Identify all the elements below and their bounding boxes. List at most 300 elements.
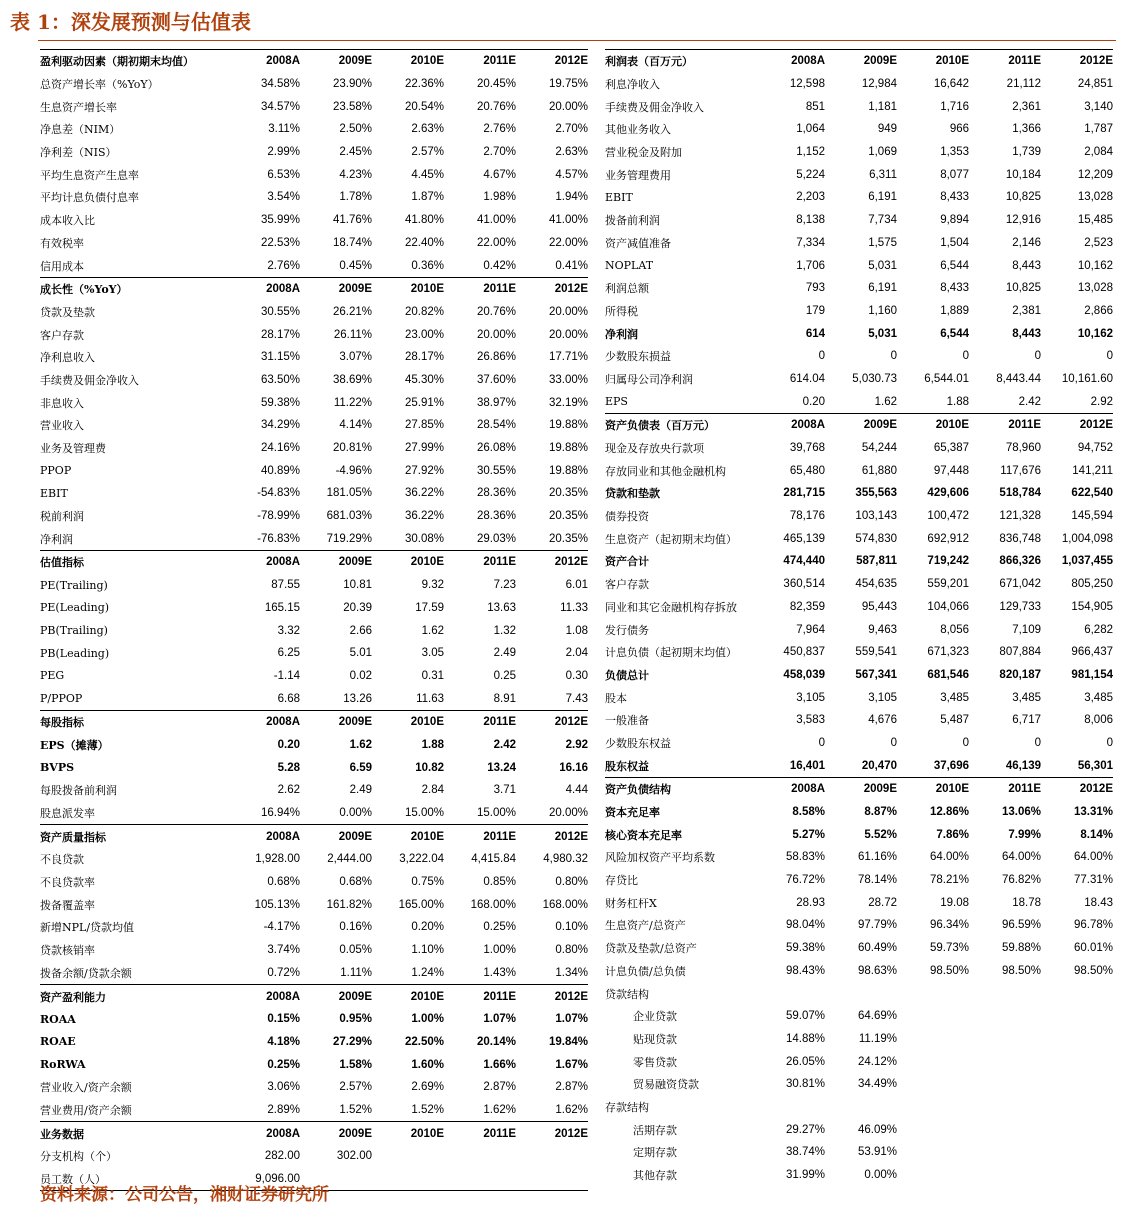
row-value: 1.67% (555, 1058, 588, 1071)
table-row (605, 641, 1113, 664)
row-label: 业务及管理费 (40, 442, 106, 456)
row-value: 2.57% (411, 146, 444, 159)
row-value: 1,353 (940, 146, 969, 159)
row-value: 7.86% (936, 828, 969, 841)
row-value: 966 (949, 123, 969, 136)
row-value: 20.14% (476, 1035, 516, 1048)
table-row (605, 1096, 1113, 1119)
year-header: 2011E (1008, 783, 1041, 796)
table-row (605, 1028, 1113, 1051)
row-label: BVPS (40, 761, 75, 775)
row-value: 1,575 (868, 236, 897, 249)
table-row (605, 209, 1113, 232)
row-value: 4.14% (339, 419, 372, 432)
table-row (605, 277, 1113, 300)
row-value: 1,928.00 (255, 853, 300, 866)
row-value: 2.89% (267, 1103, 300, 1116)
year-header: 2011E (483, 1127, 516, 1140)
row-value: 1.00% (411, 1013, 444, 1026)
row-value: 3,105 (868, 691, 897, 704)
row-label: 营业收入 (40, 419, 84, 433)
section-title: 资产负债表（百万元） (605, 419, 715, 433)
table-row (605, 754, 1113, 777)
row-value: 0.25% (267, 1058, 300, 1071)
row-value: 1,504 (940, 236, 969, 249)
row-value: 454,635 (855, 578, 897, 591)
row-label: 税前利润 (40, 510, 84, 524)
row-value: 161.82% (326, 898, 372, 911)
row-value: 1.60% (411, 1058, 444, 1071)
row-label: 贷款和垫款 (605, 487, 660, 501)
row-value: 2,444.00 (327, 853, 372, 866)
row-value: 3.07% (339, 351, 372, 364)
table-row (40, 414, 588, 437)
row-value: 692,912 (927, 532, 969, 545)
row-value: 59.07% (785, 1010, 825, 1023)
row-value: 281,715 (783, 487, 825, 500)
row-value: 12,598 (789, 78, 825, 91)
row-value: 0 (818, 350, 825, 363)
row-value: 24.16% (260, 442, 300, 455)
row-value: 22.00% (548, 236, 588, 249)
year-header: 2008A (266, 716, 300, 729)
row-value: 3.32 (277, 624, 300, 637)
row-value: 5.28 (277, 761, 300, 774)
row-value: 4,415.84 (471, 853, 516, 866)
left-section (40, 49, 588, 277)
year-header: 2009E (338, 283, 372, 296)
row-value: 11.63 (416, 692, 444, 705)
row-value: 0.20 (277, 738, 300, 751)
table-row (605, 300, 1113, 323)
row-value: 25.91% (404, 396, 444, 409)
row-label: 总资产增长率（%YoY） (40, 78, 159, 92)
row-value: -78.99% (257, 510, 300, 523)
table-row (605, 846, 1113, 869)
row-value: 38.74% (785, 1146, 825, 1159)
row-value: 24,851 (1077, 78, 1113, 91)
row-value: -76.83% (257, 532, 300, 545)
row-value: 10,162 (1077, 259, 1113, 272)
row-label: 拨备覆盖率 (40, 898, 95, 912)
year-header: 2011E (483, 55, 516, 68)
row-value: 98.43% (785, 964, 825, 977)
year-header: 2010E (410, 716, 444, 729)
row-value: 5.52% (864, 828, 897, 841)
row-value: 5,030.73 (852, 372, 897, 385)
row-label: 不良贷款 (40, 853, 84, 867)
row-value: 179 (805, 304, 825, 317)
row-value: 26.05% (785, 1055, 825, 1068)
row-value: 2.42 (1018, 395, 1041, 408)
row-label: PE(Trailing) (40, 578, 108, 592)
row-value: 27.92% (404, 464, 444, 477)
row-value: 27.99% (404, 442, 444, 455)
year-header: 2008A (266, 556, 300, 569)
row-value: 2.92 (1090, 395, 1113, 408)
row-label: 贴现贷款 (633, 1032, 677, 1046)
row-value: 100,472 (927, 510, 969, 523)
row-value: 16,401 (789, 759, 825, 772)
year-header: 2008A (266, 830, 300, 843)
table-row (40, 527, 588, 550)
row-value: 78.21% (929, 874, 969, 887)
row-label: 股本 (605, 691, 627, 705)
table-row (605, 1118, 1113, 1141)
row-value: 96.59% (1001, 919, 1041, 932)
row-value: 7.23 (493, 579, 516, 592)
table-row (40, 346, 588, 369)
row-value: 1,739 (1012, 146, 1041, 159)
row-value: 13,028 (1077, 191, 1113, 204)
row-value: 8,443 (1012, 327, 1041, 340)
row-value: 7,109 (1012, 623, 1041, 636)
row-label: 计息负债（起初期末均值） (605, 646, 737, 660)
table-row (605, 322, 1113, 345)
row-value: 165.15 (264, 601, 300, 614)
row-value: 0.68% (267, 876, 300, 889)
row-value: 355,563 (855, 487, 897, 500)
row-value: -1.14 (273, 669, 300, 682)
table-row (605, 390, 1113, 413)
row-value: 1.58% (339, 1058, 372, 1071)
table-row (40, 1099, 588, 1122)
row-label: 零售贷款 (633, 1055, 677, 1069)
row-value: 567,341 (855, 668, 897, 681)
table-row (605, 550, 1113, 573)
table-row (40, 802, 588, 825)
row-value: 3,485 (1012, 691, 1041, 704)
section-header (40, 278, 588, 301)
row-label: 生息资产（起初期末均值） (605, 532, 737, 546)
row-value: 6.53% (267, 168, 300, 181)
row-value: 64.00% (1001, 851, 1041, 864)
year-header: 2010E (410, 55, 444, 68)
row-value: 36.22% (404, 510, 444, 523)
table-row (605, 505, 1113, 528)
table-row (40, 254, 588, 277)
row-value: 4,980.32 (543, 853, 588, 866)
row-value: 1.66% (483, 1058, 516, 1071)
row-value: 145,594 (1071, 510, 1113, 523)
table-row (40, 665, 588, 688)
row-value: 59.38% (785, 942, 825, 955)
row-value: 20.00% (548, 100, 588, 113)
year-header: 2011E (1008, 419, 1041, 432)
left-section (40, 824, 588, 984)
row-label: EPS（摊薄） (40, 738, 109, 752)
row-value: 39,768 (789, 442, 825, 455)
row-value: 1.62 (874, 395, 897, 408)
row-label: 营业收入/资产余额 (40, 1081, 132, 1095)
row-label: 成本收入比 (40, 214, 95, 228)
row-value: 10,162 (1077, 327, 1113, 340)
row-value: 0.30 (565, 669, 588, 682)
row-value: 0.20% (411, 921, 444, 934)
row-value: 0 (1034, 350, 1041, 363)
year-header: 2012E (554, 1127, 588, 1140)
row-value: 0.85% (483, 876, 516, 889)
row-value: 793 (805, 282, 825, 295)
row-value: 0.20 (802, 395, 825, 408)
row-value: 28.36% (476, 487, 516, 500)
table-row (40, 391, 588, 414)
row-value: 1.98% (483, 191, 516, 204)
row-label: 生息资产增长率 (40, 100, 117, 114)
row-value: 10,825 (1005, 191, 1041, 204)
row-value: 16,642 (933, 78, 969, 91)
table-row (40, 459, 588, 482)
row-value: 836,748 (999, 532, 1041, 545)
row-value: 0.25 (493, 669, 516, 682)
row-value: 465,139 (783, 532, 825, 545)
table-row (605, 118, 1113, 141)
year-header: 2011E (483, 716, 516, 729)
table-row (40, 1053, 588, 1076)
row-value: 1,160 (868, 304, 897, 317)
row-value: 5,487 (940, 714, 969, 727)
row-value: 96.78% (1073, 919, 1113, 932)
row-value: 4.44 (565, 784, 588, 797)
row-value: 27.29% (332, 1035, 372, 1048)
row-value: 10.81 (343, 579, 372, 592)
row-value: 0.80% (555, 944, 588, 957)
row-value: 2.04 (565, 647, 588, 660)
row-value: 1.62% (555, 1103, 588, 1116)
row-value: 98.50% (1073, 964, 1113, 977)
row-value: 2.50% (339, 123, 372, 136)
row-value: 28.17% (404, 351, 444, 364)
row-value: 64.00% (929, 851, 969, 864)
row-value: 77.31% (1073, 874, 1113, 887)
section-header (605, 778, 1113, 801)
year-header: 2008A (266, 55, 300, 68)
row-value: 30.55% (260, 305, 300, 318)
row-value: 0.95% (339, 1013, 372, 1026)
row-label: NOPLAT (605, 259, 654, 273)
row-value: 2.76% (267, 259, 300, 272)
row-value: 2.57% (339, 1081, 372, 1094)
row-label: ROAA (40, 1012, 76, 1026)
year-header: 2009E (338, 55, 372, 68)
row-value: 56,301 (1077, 759, 1113, 772)
row-value: 6,191 (868, 191, 897, 204)
row-value: 59.88% (1001, 942, 1041, 955)
row-value: 6.59 (349, 761, 372, 774)
row-value: 1.62 (349, 738, 372, 751)
row-label: 一般准备 (605, 714, 649, 728)
row-value: 458,039 (783, 668, 825, 681)
section-title: 每股指标 (40, 716, 84, 730)
table-row (40, 597, 588, 620)
row-value: 97,448 (933, 464, 969, 477)
row-value: 6,191 (868, 282, 897, 295)
row-value: 12,209 (1077, 168, 1113, 181)
row-value: 28.72 (868, 896, 897, 909)
section-header (40, 1122, 588, 1145)
row-label: 贷款核销率 (40, 944, 95, 958)
row-value: 87.55 (271, 579, 300, 592)
left-section (40, 277, 588, 550)
row-value: 19.08 (940, 896, 969, 909)
row-value: 2,203 (796, 191, 825, 204)
row-value: 46,139 (1005, 759, 1041, 772)
table-row (605, 664, 1113, 687)
row-value: 14.88% (785, 1032, 825, 1045)
year-header: 2012E (1079, 783, 1113, 796)
row-value: 5,031 (868, 327, 897, 340)
row-value: 3,583 (796, 714, 825, 727)
section-title: 资产质量指标 (40, 830, 106, 844)
right-section (605, 777, 1113, 1186)
year-header: 2010E (935, 55, 969, 68)
section-header (605, 414, 1113, 437)
row-value: 1.78% (339, 191, 372, 204)
row-value: 18.78 (1012, 896, 1041, 909)
row-value: 53.91% (857, 1146, 897, 1159)
row-value: 1.11% (340, 966, 372, 979)
row-value: 33.00% (548, 373, 588, 386)
row-value: 98.50% (929, 964, 969, 977)
row-value: 671,323 (927, 646, 969, 659)
row-label: 员工数（人） (40, 1173, 106, 1187)
table-row (605, 869, 1113, 892)
row-value: 13.24 (487, 761, 516, 774)
row-label: PE(Leading) (40, 601, 110, 615)
row-value: 65,480 (789, 464, 825, 477)
row-value: 1,069 (868, 146, 897, 159)
row-value: 7.43 (565, 692, 588, 705)
row-value: 1.88 (421, 738, 444, 751)
table-row (40, 505, 588, 528)
row-label: 净息差（NIM） (40, 123, 121, 137)
year-header: 2010E (410, 283, 444, 296)
row-value: 8,433 (940, 282, 969, 295)
row-value: 34.49% (857, 1078, 897, 1091)
row-value: 20.00% (548, 328, 588, 341)
row-value: 26.86% (476, 351, 516, 364)
row-value: 2.45% (339, 146, 372, 159)
row-value: 559,541 (855, 646, 897, 659)
row-value: 19.75% (548, 78, 588, 91)
row-value: 29.03% (476, 532, 516, 545)
row-value: 30.55% (476, 464, 516, 477)
row-value: 0.72% (267, 966, 300, 979)
table-row (605, 482, 1113, 505)
source-note: 资料来源：公司公告，湘财证券研究所 (40, 1185, 329, 1205)
row-value: 6,311 (869, 168, 897, 181)
row-value: 2.66 (349, 624, 372, 637)
row-value: 60.01% (1073, 942, 1113, 955)
row-value: 61,880 (861, 464, 897, 477)
section-title: 利润表（百万元） (605, 55, 693, 69)
row-value: 0.45% (339, 259, 372, 272)
row-value: 6,282 (1084, 623, 1113, 636)
row-label: 客户存款 (605, 578, 649, 592)
row-value: 16.94% (260, 807, 300, 820)
row-value: 671,042 (999, 578, 1041, 591)
row-value: 7,734 (868, 214, 897, 227)
row-value: 429,606 (927, 487, 969, 500)
row-value: 1.52% (339, 1103, 372, 1116)
row-value: 13,028 (1077, 282, 1113, 295)
row-label: P/PPOP (40, 692, 83, 706)
row-label: 存贷比 (605, 874, 638, 888)
table-row (605, 891, 1113, 914)
row-value: 154,905 (1071, 600, 1113, 613)
row-value: 3,140 (1084, 100, 1113, 113)
row-value: 30.81% (785, 1078, 825, 1091)
row-value: 38.97% (476, 396, 516, 409)
right-section (605, 49, 1113, 413)
row-label: 其他存款 (633, 1169, 677, 1183)
row-label: 同业和其它金融机构存拆放 (605, 600, 737, 614)
table-row (605, 618, 1113, 641)
row-value: 6,717 (1012, 714, 1041, 727)
row-value: 8,433 (940, 191, 969, 204)
table-row (40, 642, 588, 665)
row-value: 1,181 (868, 100, 897, 113)
table-row (40, 437, 588, 460)
row-label: 每股拨备前利润 (40, 784, 117, 798)
year-header: 2009E (338, 830, 372, 843)
row-value: 94,752 (1077, 442, 1113, 455)
row-value: 4.67% (483, 168, 516, 181)
row-value: 1.88 (946, 395, 969, 408)
year-header: 2011E (483, 556, 516, 569)
row-label: 存款结构 (605, 1100, 649, 1114)
row-label: 利润总额 (605, 282, 649, 296)
left-section (40, 550, 588, 710)
row-value: 5.01 (349, 647, 372, 660)
row-label: ROAE (40, 1035, 76, 1049)
row-value: 0.36% (411, 259, 444, 272)
table-row (605, 437, 1113, 460)
row-value: 28.36% (476, 510, 516, 523)
row-value: 2.63% (411, 123, 444, 136)
row-label: PB(Leading) (40, 646, 110, 660)
left-section (40, 710, 588, 824)
table-row (605, 914, 1113, 937)
row-value: 82,359 (789, 600, 825, 613)
row-value: 5.27% (792, 828, 825, 841)
row-label: 净利润 (40, 532, 73, 546)
row-label: 活期存款 (633, 1123, 677, 1137)
section-title: 成长性（%YoY） (40, 283, 128, 297)
row-value: 20.82% (404, 305, 444, 318)
year-header: 2011E (1008, 55, 1041, 68)
section-header (40, 711, 588, 734)
row-value: 10,161.60 (1061, 372, 1113, 385)
row-value: 46.09% (857, 1123, 897, 1136)
row-value: 0.80% (555, 876, 588, 889)
row-value: 23.58% (332, 100, 372, 113)
row-value: 59.38% (260, 396, 300, 409)
row-value: 2.70% (555, 123, 588, 136)
row-value: 4.45% (411, 168, 444, 181)
table-row (605, 163, 1113, 186)
year-header: 2012E (554, 716, 588, 729)
row-value: 41.00% (476, 214, 516, 227)
row-value: 32.19% (548, 396, 588, 409)
row-value: 20.35% (548, 510, 588, 523)
row-value: 19.84% (548, 1035, 588, 1048)
row-value: 2.84 (421, 784, 444, 797)
row-value: 719,242 (927, 555, 969, 568)
table-row (605, 254, 1113, 277)
row-value: 26.11% (333, 328, 372, 341)
row-value: 26.21% (332, 305, 372, 318)
